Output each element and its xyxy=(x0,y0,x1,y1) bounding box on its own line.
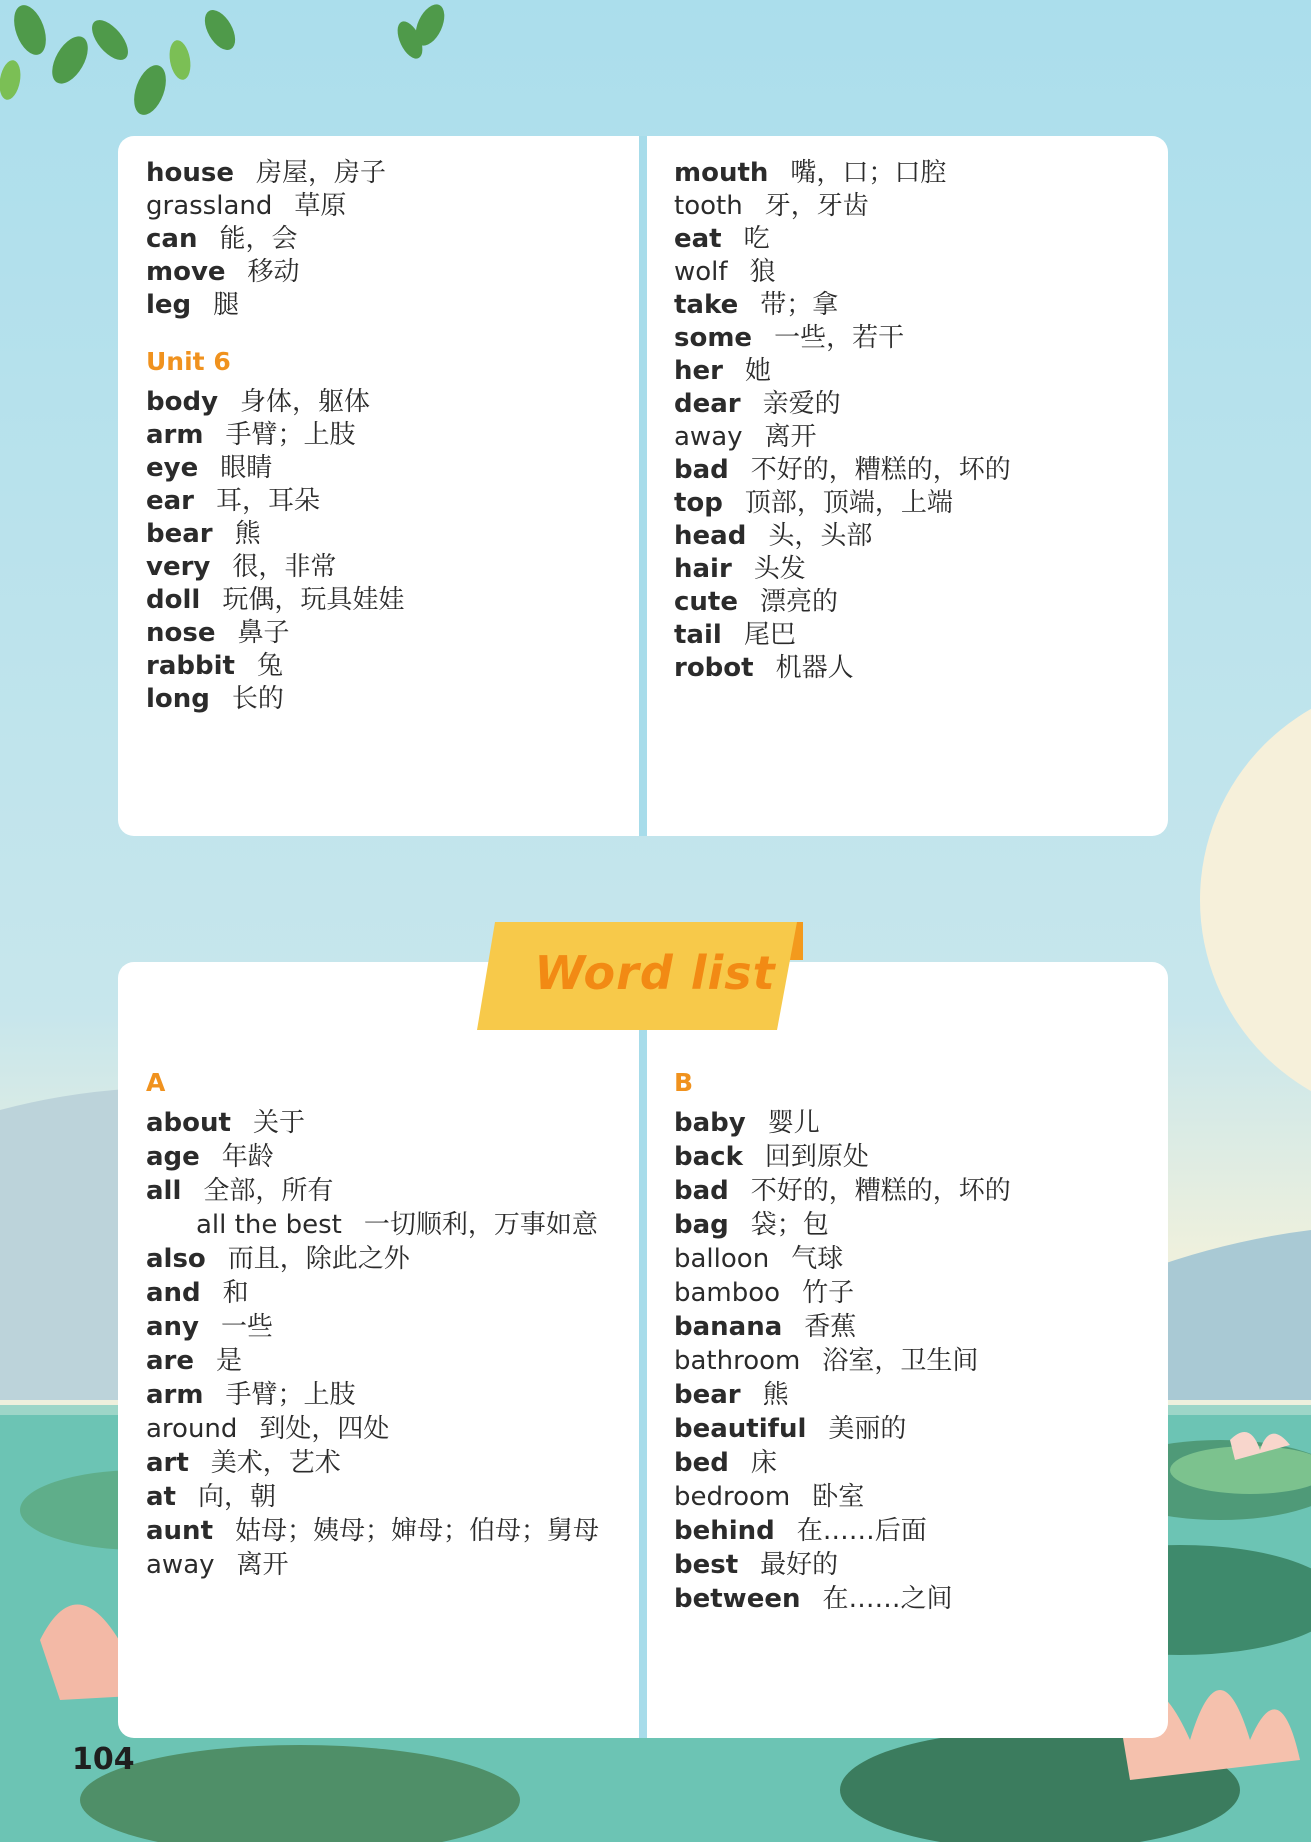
vocab-entry xyxy=(674,453,1011,487)
vocab-word: ear xyxy=(146,486,195,516)
vocab-translation: 玩偶，玩具娃娃 xyxy=(222,585,405,615)
vocab-word: art xyxy=(146,1448,189,1478)
vocab-entry xyxy=(146,1242,410,1276)
vocab-word: long xyxy=(146,684,210,714)
vocab-word: at xyxy=(146,1482,176,1512)
vocab-translation: 卧室 xyxy=(812,1482,865,1512)
vocab-word: behind xyxy=(674,1516,775,1546)
vocab-translation: 带；拿 xyxy=(760,290,839,320)
vocab-entry xyxy=(146,1446,341,1480)
vocab-entry xyxy=(674,354,771,388)
vocab-translation: 手臂；上肢 xyxy=(225,420,356,450)
vocab-translation: 年龄 xyxy=(221,1142,274,1172)
vocab-entry xyxy=(146,1344,242,1378)
vocab-entry xyxy=(674,1208,829,1242)
vocab-translation: 鼻子 xyxy=(237,618,290,648)
top-card-divider xyxy=(639,136,647,836)
vocab-word: baby xyxy=(674,1108,746,1138)
vocab-entry xyxy=(674,618,796,652)
vocab-word: arm xyxy=(146,1380,204,1410)
top-left-column xyxy=(146,156,626,816)
vocab-translation: 气球 xyxy=(791,1244,844,1274)
vocab-entry xyxy=(146,1412,389,1446)
vocab-translation: 能，会 xyxy=(219,224,298,254)
vocab-word: and xyxy=(146,1278,201,1308)
vocab-word: some xyxy=(674,323,753,353)
vocab-word: move xyxy=(146,257,226,287)
vocab-word: her xyxy=(674,356,723,386)
vocab-translation: 头发 xyxy=(753,554,806,584)
vocab-translation: 不好的，糟糕的，坏的 xyxy=(750,455,1011,485)
vocab-entry xyxy=(674,486,953,520)
vocab-entry xyxy=(674,288,838,322)
vocab-word: bamboo xyxy=(674,1278,781,1308)
vocab-word: hair xyxy=(674,554,732,584)
vocab-entry xyxy=(674,387,841,421)
vocab-word: between xyxy=(674,1584,801,1614)
vocab-word: age xyxy=(146,1142,200,1172)
vocab-word: head xyxy=(674,521,747,551)
vocab-entry xyxy=(146,550,336,584)
vocab-entry xyxy=(146,1106,305,1140)
letter-b-column xyxy=(674,1068,1154,1728)
vocab-word: bed xyxy=(674,1448,729,1478)
vocab-translation: 耳，耳朵 xyxy=(216,486,321,516)
vocab-entry xyxy=(146,1480,276,1514)
vocab-entry xyxy=(146,1276,249,1310)
vocab-word: beautiful xyxy=(674,1414,807,1444)
vocab-translation: 狼 xyxy=(749,257,776,287)
vocab-entry xyxy=(674,156,946,190)
vocab-entry xyxy=(674,1276,854,1310)
vocab-word: grassland xyxy=(146,191,273,221)
vocab-translation: 一些，若干 xyxy=(774,323,905,353)
vocab-word: top xyxy=(674,488,723,518)
vocab-translation: 袋；包 xyxy=(750,1210,829,1240)
vocab-word: doll xyxy=(146,585,201,615)
vocab-translation: 熊 xyxy=(762,1380,789,1410)
vocab-translation: 头，头部 xyxy=(768,521,873,551)
vocab-translation: 她 xyxy=(744,356,771,386)
vocab-entry xyxy=(146,1140,274,1174)
vocab-translation: 漂亮的 xyxy=(759,587,838,617)
top-right-column xyxy=(674,156,1154,816)
vocab-word: banana xyxy=(674,1312,783,1342)
vocab-translation: 到处，四处 xyxy=(259,1414,390,1444)
vocab-entry xyxy=(674,1310,856,1344)
vocab-translation: 尾巴 xyxy=(743,620,796,650)
vocab-translation: 吃 xyxy=(743,224,770,254)
vocab-translation: 全部，所有 xyxy=(203,1176,334,1206)
vocab-translation: 最好的 xyxy=(760,1550,839,1580)
vocab-word: bad xyxy=(674,455,729,485)
vocab-entry xyxy=(674,1140,869,1174)
vocab-subentry xyxy=(146,1208,598,1242)
vocab-entry xyxy=(674,1548,838,1582)
vocab-translation: 美术，艺术 xyxy=(210,1448,341,1478)
vocab-entry xyxy=(146,385,370,419)
vocab-word: mouth xyxy=(674,158,769,188)
vocab-translation: 机器人 xyxy=(775,653,854,683)
vocab-entry xyxy=(674,1378,789,1412)
vocab-translation: 离开 xyxy=(764,422,817,452)
vocab-word: bathroom xyxy=(674,1346,801,1376)
vocab-word: wolf xyxy=(674,257,728,287)
letter-heading: B xyxy=(674,1068,694,1097)
vocab-word: very xyxy=(146,552,211,582)
vocab-entry xyxy=(674,321,904,355)
vocab-word: can xyxy=(146,224,198,254)
vocab-entry xyxy=(674,552,806,586)
vocab-word: away xyxy=(674,422,743,452)
vocab-translation: 草原 xyxy=(294,191,347,221)
vocab-translation: 熊 xyxy=(234,519,261,549)
vocab-word: nose xyxy=(146,618,216,648)
vocab-word: bedroom xyxy=(674,1482,791,1512)
vocab-translation: 是 xyxy=(216,1346,243,1376)
vocab-word: about xyxy=(146,1108,231,1138)
vocab-word: any xyxy=(146,1312,200,1342)
vocab-entry xyxy=(674,1446,777,1480)
vocab-entry xyxy=(146,451,272,485)
vocab-entry xyxy=(146,418,355,452)
vocab-entry xyxy=(674,222,770,256)
vocab-translation: 顶部，顶端，上端 xyxy=(744,488,953,518)
vocab-entry xyxy=(146,517,261,551)
vocab-translation: 美丽的 xyxy=(828,1414,907,1444)
vocab-word: arm xyxy=(146,420,204,450)
vocab-translation: 兔 xyxy=(256,651,283,681)
vocab-word: take xyxy=(674,290,739,320)
vocab-word: leg xyxy=(146,290,192,320)
vocab-translation: 移动 xyxy=(247,257,300,287)
vocab-translation: 而且，除此之外 xyxy=(227,1244,410,1274)
vocab-entry xyxy=(674,1174,1011,1208)
vocab-translation: 房屋，房子 xyxy=(256,158,387,188)
vocab-word: all xyxy=(146,1176,182,1206)
vocab-word: robot xyxy=(674,653,754,683)
vocab-word: best xyxy=(674,1550,739,1580)
page-number: 104 xyxy=(72,1742,135,1777)
vocab-word: also xyxy=(146,1244,206,1274)
vocab-word: tail xyxy=(674,620,722,650)
vocab-entry xyxy=(146,156,386,190)
vocab-translation: 很，非常 xyxy=(232,552,337,582)
banner-title: Word list xyxy=(534,946,776,1000)
vocab-word: eat xyxy=(674,224,722,254)
vocab-entry xyxy=(146,222,297,256)
vocab-entry xyxy=(146,1378,355,1412)
vocab-word: away xyxy=(146,1550,215,1580)
vocab-entry xyxy=(146,1548,289,1582)
vocab-translation: 眼睛 xyxy=(220,453,273,483)
vocab-entry xyxy=(146,1310,273,1344)
vocab-entry xyxy=(146,484,320,518)
vocab-translation: 床 xyxy=(750,1448,777,1478)
vocab-entry xyxy=(146,1514,599,1548)
vocab-entry xyxy=(146,682,284,716)
vocab-entry xyxy=(146,649,283,683)
vocab-word: dear xyxy=(674,389,741,419)
vocab-translation: 一切顺利，万事如意 xyxy=(363,1210,598,1240)
vocab-entry xyxy=(674,1514,927,1548)
vocab-entry xyxy=(674,1582,953,1616)
vocab-word: house xyxy=(146,158,234,188)
vocab-word: cute xyxy=(674,587,738,617)
vocab-entry xyxy=(146,1174,333,1208)
unit-heading: Unit 6 xyxy=(146,347,231,376)
vocab-translation: 身体，躯体 xyxy=(240,387,371,417)
vocab-entry xyxy=(674,1480,864,1514)
vocab-translation: 牙，牙齿 xyxy=(764,191,869,221)
vocab-translation: 回到原处 xyxy=(764,1142,869,1172)
vocab-translation: 嘴，口；口腔 xyxy=(790,158,947,188)
vocab-translation: 在……后面 xyxy=(796,1516,927,1546)
vocab-entry xyxy=(146,616,290,650)
vocab-translation: 姑母；姨母；婶母；伯母；舅母 xyxy=(235,1516,600,1546)
vocab-word: aunt xyxy=(146,1516,213,1546)
vocab-entry xyxy=(146,255,300,289)
word-list-divider xyxy=(639,1030,647,1738)
vocab-entry xyxy=(674,255,776,289)
vocab-translation: 和 xyxy=(222,1278,249,1308)
vocab-word: are xyxy=(146,1346,195,1376)
vocab-entry xyxy=(674,1242,843,1276)
vocab-entry xyxy=(674,1106,820,1140)
vocab-translation: 向，朝 xyxy=(197,1482,276,1512)
vocab-entry xyxy=(146,288,239,322)
vocab-entry xyxy=(146,583,404,617)
vocab-entry xyxy=(674,420,817,454)
vocab-translation: 长的 xyxy=(231,684,284,714)
vocab-translation: 在……之间 xyxy=(822,1584,953,1614)
vocab-translation: 竹子 xyxy=(802,1278,855,1308)
vocab-translation: 腿 xyxy=(213,290,240,320)
vocab-word: balloon xyxy=(674,1244,770,1274)
vocab-translation: 婴儿 xyxy=(767,1108,820,1138)
vocab-entry xyxy=(146,189,346,223)
vocab-word: bear xyxy=(674,1380,741,1410)
vocab-word: eye xyxy=(146,453,199,483)
vocab-translation: 关于 xyxy=(252,1108,305,1138)
vocab-entry xyxy=(674,519,872,553)
vocab-entry xyxy=(674,585,838,619)
letter-heading: A xyxy=(146,1068,166,1097)
letter-a-column xyxy=(146,1068,626,1728)
vocab-translation: 亲爱的 xyxy=(762,389,841,419)
vocab-entry xyxy=(674,189,869,223)
vocab-word: back xyxy=(674,1142,743,1172)
vocab-translation: 浴室，卫生间 xyxy=(822,1346,979,1376)
vocab-entry xyxy=(674,1412,906,1446)
vocab-word: tooth xyxy=(674,191,743,221)
vocab-word: all the best xyxy=(196,1210,342,1240)
vocab-translation: 离开 xyxy=(236,1550,289,1580)
vocab-word: bad xyxy=(674,1176,729,1206)
vocab-translation: 手臂；上肢 xyxy=(225,1380,356,1410)
vocab-entry xyxy=(674,1344,978,1378)
vocab-word: around xyxy=(146,1414,238,1444)
vocab-word: rabbit xyxy=(146,651,235,681)
vocab-translation: 香蕉 xyxy=(804,1312,857,1342)
vocab-translation: 一些 xyxy=(221,1312,274,1342)
vocab-translation: 不好的，糟糕的，坏的 xyxy=(750,1176,1011,1206)
vocab-entry xyxy=(674,651,854,685)
vocab-word: bag xyxy=(674,1210,729,1240)
vocab-word: body xyxy=(146,387,219,417)
vocab-word: bear xyxy=(146,519,213,549)
